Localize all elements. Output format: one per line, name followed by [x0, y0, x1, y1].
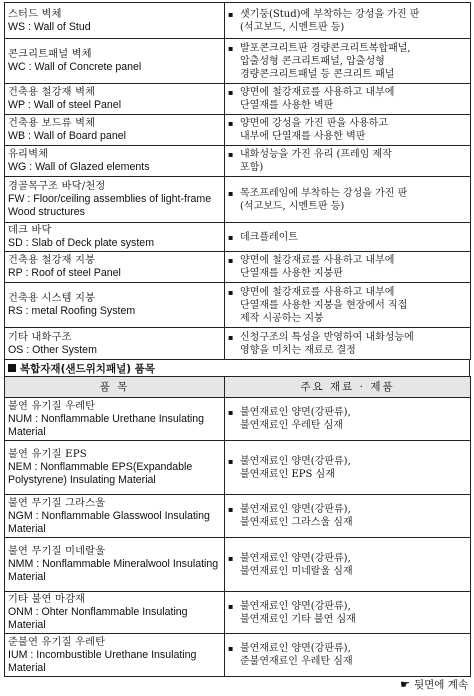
item-cell — [5, 223, 225, 252]
description-line: 내부에 단열재를 사용한 벽판 — [240, 131, 366, 142]
pointing-hand-icon: ☛ — [400, 678, 410, 691]
item-cell — [5, 177, 225, 223]
item-english-name: RP : Roof of steel Panel — [8, 267, 121, 279]
item-english-name: WC : Wall of Concrete panel — [8, 61, 142, 73]
table-row — [5, 39, 471, 84]
table-row — [5, 3, 471, 39]
item-cell — [5, 592, 225, 634]
description-cell — [225, 592, 471, 634]
description-line: 단열재를 사용한 지붕판 — [240, 268, 343, 279]
item-korean-name: 건축용 철강재 지붕 — [8, 255, 96, 266]
square-bullet-icon: ▪ — [228, 332, 234, 342]
table-row — [5, 223, 471, 252]
description-line: 제작 시공하는 지붕 — [240, 312, 324, 324]
description-line: 발포콘크리트판 경량콘크리트복합패널, — [240, 42, 411, 54]
square-bullet-icon: ▪ — [228, 88, 234, 97]
composite-material-table — [4, 376, 471, 677]
description-line: 준불연재료인 우레탄 심재 — [240, 656, 353, 667]
item-cell — [5, 252, 225, 283]
item-korean-name: 스터드 벽체 — [8, 8, 62, 20]
item-korean-name: 유리벽체 — [8, 149, 49, 160]
item-korean-name: 데크 바닥 — [8, 225, 52, 236]
item-korean-name: 불연 유기질 EPS — [8, 449, 87, 460]
table-row — [5, 592, 471, 634]
description-line: 내화성능을 가진 유리 (프레임 제작 — [240, 149, 392, 160]
item-korean-name: 불연 무기질 미네랄울 — [8, 546, 106, 557]
item-cell — [5, 146, 225, 177]
item-cell — [5, 495, 225, 538]
header-material: 주요 재료 · 제품 — [225, 377, 471, 398]
square-bullet-icon: ▪ — [228, 644, 234, 653]
table-row — [5, 84, 471, 115]
item-english-name: NGM : Nonflammable Glasswool Insulating Material — [8, 509, 210, 535]
item-korean-name: 건축용 보드류 벽체 — [8, 118, 96, 129]
description-line: 불연재료인 양면(강판류), — [240, 600, 351, 612]
table-row — [5, 495, 471, 538]
description-cell — [225, 3, 471, 39]
table-row — [5, 115, 471, 146]
wall-system-table-body — [5, 3, 471, 360]
header-item: 품 목 — [5, 377, 225, 398]
item-english-name: NMM : Nonflammable Mineralwool Insulating Material — [8, 558, 219, 583]
square-bullet-icon: ▪ — [228, 287, 234, 297]
description-cell — [225, 115, 471, 146]
table-row — [5, 538, 471, 592]
square-bullet-icon: ▪ — [228, 188, 234, 198]
section-heading — [4, 360, 470, 376]
item-english-name: WB : Wall of Board panel — [8, 130, 126, 142]
square-bullet-icon: ▪ — [228, 601, 234, 611]
square-bullet-icon: ▪ — [228, 150, 234, 159]
table-row — [5, 634, 471, 677]
description-line: 목조프레임에 부착하는 강성을 가진 판 — [240, 187, 408, 199]
description-line: 불연재료인 양면(강판류), — [240, 407, 351, 418]
item-cell — [5, 398, 225, 441]
square-bullet-icon: ▪ — [228, 505, 234, 514]
description-cell — [225, 252, 471, 283]
item-english-name: OS : Other System — [8, 343, 97, 356]
description-cell — [225, 283, 471, 328]
item-cell — [5, 328, 225, 360]
description-line: 포함) — [240, 162, 264, 173]
item-english-name: RS : metal Roofing System — [8, 305, 136, 317]
description-line: 데크플레이트 — [240, 231, 298, 243]
description-line: 불연재료인 미네랄울 심재 — [240, 565, 353, 577]
wall-system-table — [4, 2, 471, 360]
description-cell — [225, 634, 471, 677]
item-english-name: WG : Wall of Glazed elements — [8, 161, 150, 173]
description-line: 불연재료인 양면(강판류), — [240, 643, 351, 654]
description-line: 양면에 철강재료를 사용하고 내부에 — [240, 87, 395, 98]
description-line: 영향을 미치는 재료로 결정 — [240, 344, 356, 356]
description-line: 샛기둥(Stud)에 부착하는 강성을 가진 판 — [240, 8, 420, 20]
item-english-name: NEM : Nonflammable EPS(Expandable Polystyrene) Insulating Material — [8, 461, 193, 486]
item-korean-name: 콘크리트패널 벽체 — [8, 49, 92, 60]
description-line: 압출성형 콘크리트패널, 압출성형 — [240, 55, 385, 67]
item-cell — [5, 84, 225, 115]
description-cell — [225, 84, 471, 115]
square-bullet-icon: ▪ — [228, 408, 234, 417]
item-english-name: FW : Floor/ceiling assemblies of light-frame Wood structures — [8, 193, 212, 218]
description-line: 불연재료인 우레탄 심재 — [240, 420, 343, 431]
item-cell — [5, 3, 225, 39]
item-cell — [5, 441, 225, 495]
description-line: 단열재를 사용한 벽판 — [240, 100, 334, 111]
table-row — [5, 328, 471, 360]
table-row — [5, 146, 471, 177]
item-cell — [5, 634, 225, 677]
item-korean-name: 준불연 유기질 우레탄 — [8, 636, 106, 648]
square-bullet-icon: ▪ — [228, 232, 234, 242]
description-cell — [225, 146, 471, 177]
item-korean-name: 불연 유기질 우레탄 — [8, 400, 96, 412]
description-line: 양면에 철강재료를 사용하고 내부에 — [240, 255, 395, 266]
description-cell — [225, 538, 471, 592]
square-bullet-icon: ▪ — [228, 456, 234, 466]
description-cell — [225, 441, 471, 495]
composite-material-table-body — [5, 398, 471, 677]
item-korean-name: 경골목구조 바닥/천정 — [8, 181, 106, 192]
description-line: 불연재료인 양면(강판류), — [240, 552, 351, 564]
table-row — [5, 177, 471, 223]
description-line: (석고보드, 시멘트판 등) — [240, 200, 345, 212]
item-cell — [5, 283, 225, 328]
item-english-name: IUM : Incombustible Urethane Insulating Material — [8, 648, 197, 674]
description-line: 불연재료인 양면(강판류), — [240, 455, 351, 467]
continued-text: 뒷면에 계속 — [413, 679, 468, 691]
item-korean-name: 기타 불연 마감재 — [8, 594, 86, 605]
item-korean-name: 건축용 시스템 지붕 — [8, 293, 96, 304]
table-row — [5, 283, 471, 328]
description-cell — [225, 177, 471, 223]
table-header-row — [5, 377, 471, 398]
item-cell — [5, 538, 225, 592]
item-english-name: WS : Wall of Stud — [8, 20, 91, 33]
description-cell — [225, 39, 471, 84]
description-cell — [225, 495, 471, 538]
description-cell — [225, 223, 471, 252]
item-cell — [5, 115, 225, 146]
description-line: (석고보드, 시멘트판 등) — [240, 21, 345, 33]
item-korean-name: 불연 무기질 그라스울 — [8, 497, 106, 509]
square-bullet-icon: ▪ — [228, 553, 234, 563]
square-bullet-icon: ▪ — [228, 43, 234, 53]
table-row — [5, 398, 471, 441]
square-bullet-icon: ▪ — [228, 119, 234, 128]
continued-note — [400, 677, 468, 692]
item-korean-name: 기타 내화구조 — [8, 331, 72, 343]
description-line: 불연재료인 그라스울 심재 — [240, 517, 353, 528]
description-line: 불연재료인 양면(강판류), — [240, 504, 351, 515]
item-english-name: WP : Wall of steel Panel — [8, 99, 122, 111]
table-row — [5, 252, 471, 283]
description-cell — [225, 328, 471, 360]
document — [4, 2, 470, 677]
square-bullet-icon: ▪ — [228, 256, 234, 265]
item-korean-name: 건축용 철강재 벽체 — [8, 87, 96, 98]
description-line: 불연재료인 기타 불연 심재 — [240, 613, 356, 625]
item-english-name: SD : Slab of Deck plate system — [8, 237, 155, 249]
table-row — [5, 441, 471, 495]
item-english-name: NUM : Nonflammable Urethane Insulating Material — [8, 412, 205, 438]
description-line: 단열재를 사용한 지붕을 현장에서 직접 — [240, 299, 408, 311]
square-bullet-icon — [8, 364, 16, 372]
description-line: 신청구조의 특성을 반영하여 내화성능에 — [240, 331, 414, 343]
description-line: 양면에 철강재료를 사용하고 내부에 — [240, 286, 395, 298]
section-title: 복합자재(샌드위치패널) 품목 — [20, 362, 155, 375]
square-bullet-icon: ▪ — [228, 9, 234, 19]
item-english-name: ONM : Ohter Nonflammable Insulating Material — [8, 606, 188, 631]
description-line: 경량콘크리트패널 등 콘크리트 패널 — [240, 68, 395, 80]
description-line: 불연재료인 EPS 심재 — [240, 468, 335, 480]
description-cell — [225, 398, 471, 441]
description-line: 양면에 강성을 가진 판을 사용하고 — [240, 118, 388, 129]
item-cell — [5, 39, 225, 84]
